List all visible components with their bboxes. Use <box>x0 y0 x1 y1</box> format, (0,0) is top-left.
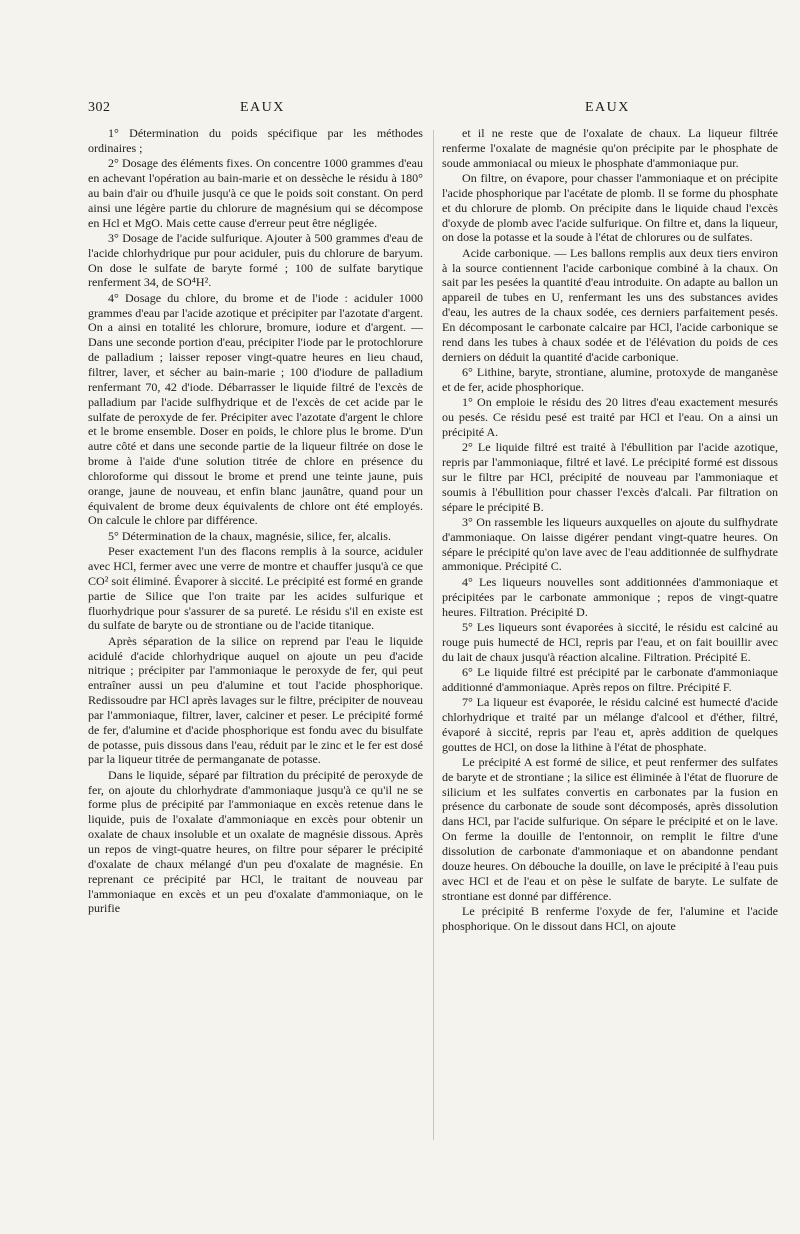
paragraph: Peser exactement l'un des flacons remplis à la source, aciduler avec HCl, fermer avec une verre de montre et chauffer jusqu'à ce que CO² soit éliminé. Évaporer à siccité. Le précipité est formé en grande partie de Silice que l'on traite par les acides sulfurique et fluorhydrique pour s'assurer de sa pureté. Le résidu s'il en existe est du sulfate de baryte ou de strontiane ou de l'acide titanique. <box>88 544 423 633</box>
running-head-left: EAUX <box>240 100 285 115</box>
column-divider <box>433 130 434 1140</box>
paragraph: 5° Détermination de la chaux, magnésie, silice, fer, alcalis. <box>108 528 391 543</box>
paragraph: On filtre, on évapore, pour chasser l'ammoniaque et on précipite l'acide phosphorique par l'acétate de plomb. Il se forme du phosphate et du chlorure de plomb. On précipite dans le liquide chaud l'excès d'oxyde de plomb avec l'acide sulfurique. On filtre et, dans la liqueur, on dose la potasse et la soude à l'état de chlorures ou de sulfates. <box>442 171 778 245</box>
paragraph: 3° Dosage de l'acide sulfurique. Ajouter à 500 grammes d'eau de l'acide chlorhydrique pur pour aciduler, puis du chlorure de baryum. On dose le sulfate de baryte formé ; 100 de sulfate barytique renferment 34, de SO⁴H². <box>88 230 423 290</box>
right-column <box>442 126 778 1156</box>
paragraph: Dans le liquide, séparé par filtration du précipité de peroxyde de fer, on ajoute du chlorhydrate d'ammoniaque jusqu'à ce qu'il ne se forme plus de précipité par l'ammoniaque en excès retenue dans le liquide, puis de l'oxalate d'ammoniaque en excès pour obtenir un oxalate de chaux insoluble et un oxalate de magnésie dissous. Après un repos de vingt-quatre heures, on filtre pour séparer le précipité d'oxalate de chaux mélangé d'un peu d'oxalate de magnésie. En reprenant ce précipité par HCl, le traitant de nouveau par l'ammoniaque en excès et un peu d'oxalate d'ammoniaque, on le purifie <box>88 767 423 916</box>
page-header <box>88 100 778 120</box>
paragraph: 4° Les liqueurs nouvelles sont additionnées d'ammoniaque et précipitées par le carbonate ammonique ; repos de vingt-quatre heures. Filtration. Précipité D. <box>442 574 778 619</box>
paragraph: Le précipité B renferme l'oxyde de fer, l'alumine et l'acide phosphorique. On le dissout dans HCl, on ajoute <box>442 903 778 933</box>
paragraph: 1° On emploie le résidu des 20 litres d'eau exactement mesurés ou pesés. Ce résidu pesé est traité par HCl et l'eau. On a ainsi un précipité A. <box>442 395 778 439</box>
left-column <box>88 126 423 1156</box>
paragraph: Après séparation de la silice on reprend par l'eau le liquide acidulé d'acide chlorhydrique auquel on ajoute un peu d'acide nitrique ; précipiter par l'ammoniaque le peroxyde de fer, qui peut entraîner aussi un peu d'alumine et tout l'acide phosphorique. Redissoudre par HCl après lavages sur le filtre, précipiter de nouveau par l'ammoniaque, filtrer, laver, calciner et peser. Le précipité formé de fer, d'alumine et d'acide phosphorique est fondu avec du bisulfate de potasse, puis dissous dans l'eau, réduit par le zinc et le fer est dosé par la liqueur titrée de permanganate de potasse. <box>88 633 423 767</box>
paragraph: 5° Les liqueurs sont évaporées à siccité, le résidu est calciné au rouge puis humecté de HCl, repris par l'eau, et on fait bouillir avec du lait de chaux jusqu'à réaction alcaline. Filtration. Précipité E. <box>442 619 778 664</box>
paragraph: 6° Lithine, baryte, strontiane, alumine, protoxyde de manganèse et de fer, acide phosphorique. <box>442 365 778 394</box>
paragraph: 4° Dosage du chlore, du brome et de l'iode : aciduler 1000 grammes d'eau par l'acide azotique et précipiter par l'azotate d'argent. On a ainsi en totalité les chlorure, bromure, iodure et d'argent. — Dans une seconde portion d'eau, précipiter l'iode par le protochlorure de palladium ; laisser reposer vingt-quatre heures en lieu chaud, filtrer, laver, et sécher au bain-marie ; 100 d'iodure de palladium renfermant 70, 42 d'iode. Débarrasser le liquide filtré de l'excès de palladium par l'acide sulfhydrique et de l'excès de cet acide par le sulfate de peroxyde de fer. Précipiter avec l'azotate d'argent le chlore et le brome ensemble. Doser en poids, le chlore plus le brome. D'un autre côté et dans une seconde partie de la liqueur filtrée on dose le brome à l'aide d'une solution titrée de chlore en présence du chloroforme qui dissout le brome et prend une teinte jaune, puis orange, jaune de nouveau, et enfin blanc jaunâtre, quand pour un équivalent de brome deux équivalents de chlore ont été employés. On calcule le chlore par différence. <box>88 290 423 528</box>
paragraph: 3° On rassemble les liqueurs auxquelles on ajoute du sulfhydrate d'ammoniaque. On laisse digérer pendant vingt-quatre heures. On sépare le précipité qu'on lave avec de l'eau additionnée de sulfhydrate ammonique. Précipité C. <box>442 514 778 574</box>
paragraph: 6° Le liquide filtré est précipité par le carbonate d'ammoniaque additionné d'ammoniaque. Après repos on filtre. Précipité F. <box>442 664 778 694</box>
page-number: 302 <box>88 100 111 115</box>
paragraph: Acide carbonique. — Les ballons remplis aux deux tiers environ à la source contiennent l'acide carbonique combiné à la chaux. On sait par les pesées la quantité d'eau introduite. On adapte au ballon un appareil de tubes en U, renfermant les uns des substances avides d'eau, les autres de la chaux sodée, ces derniers parfaitement pesés. En décomposant le carbonate calcaire par HCl, l'acide carbonique se rend dans les tubes à chaux sodée et de l'élévation du poids de ces derniers on déduit la quantité d'acide carbonique. <box>442 245 778 364</box>
paragraph: 1° Détermination du poids spécifique par les méthodes ordinaires ; <box>88 126 423 155</box>
paragraph: 7° La liqueur est évaporée, le résidu calciné est humecté d'acide chlorhydrique et traité par un mélange d'alcool et d'éther, filtré, évaporé à siccité, repris par l'eau et, après addition de quelques gouttes de HCl, on dose la lithine à l'état de phosphate. <box>442 695 778 754</box>
running-head-right: EAUX <box>585 100 630 115</box>
paragraph: 2° Le liquide filtré est traité à l'ébullition par l'acide azotique, repris par l'ammoniaque, filtré et lavé. Le précipité formé est dissous sur le filtre par HCl, précipité de nouveau par l'ammoniaque et soumis à l'ébullition pour chasser l'excès d'alcali. Par filtration on sépare le précipité B. <box>442 440 778 514</box>
paragraph: 2° Dosage des éléments fixes. On concentre 1000 grammes d'eau en achevant l'opération au bain-marie et on dessèche le résidu à 180° au bain d'air ou d'huile jusqu'à ce que le poids soit constant. On perd ainsi une légère partie du chlorure de magnésium qui se décompose en Hcl et MgO. Mais cette cause d'erreur peut être négligée. <box>88 156 423 230</box>
paragraph: Le précipité A est formé de silice, et peut renfermer des sulfates de baryte et de strontiane ; la silice est éliminée à l'état de fluorure de silicium et les sulfates convertis en carbonates par la fusion en présence du carbonate de soude sont décomposés, après dissolution dans HCl, par l'acide sulfurique. On sépare le précipité et on le lave. On ferme la douille de l'entonnoir, on remplit le filtre d'une dissolution de carbonate d'ammoniaque et on abandonne pendant douze heures. On débouche la douille, on lave le précipité à l'eau puis avec HCl et de l'eau et on pèse le sulfate de baryte. Le sulfate de strontiane est donné par différence. <box>442 754 778 903</box>
paragraph: et il ne reste que de l'oxalate de chaux. La liqueur filtrée renferme l'oxalate de magnésie qu'on précipite par le phosphate de soude ammoniacal ou mieux le phosphate d'ammoniaque pur. <box>442 126 778 170</box>
